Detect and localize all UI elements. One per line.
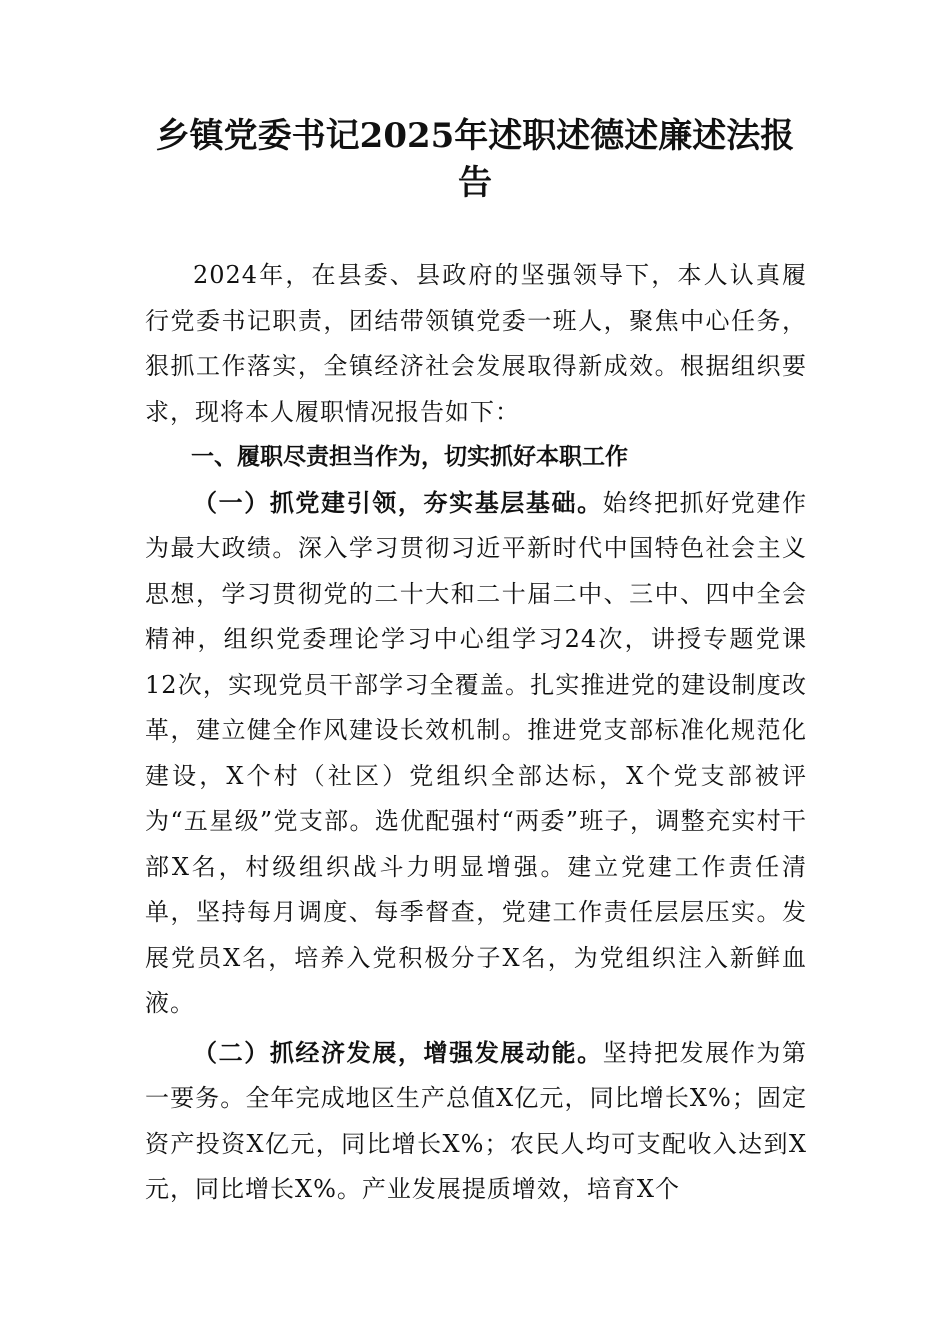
document-body	[145, 253, 807, 1213]
subsection-1-body: 始终把抓好党建作为最大政绩。深入学习贯彻习近平新时代中国特色社会主义思想，学习贯彻党的二十大和二十届二中、三中、四中全会精神，组织党委理论学习中心组学习24次，讲授专题党课12次，实现党员干部学习全覆盖。扎实推进党的建设制度改革，建立健全作风建设长效机制。推进党支部标准化规范化建设，X个村（社区）党组织全部达标，X个党支部被评为“五星级”党支部。选优配强村“两委”班子，调整充实村干部X名，村级组织战斗力明显增强。建立党建工作责任清单，坚持每月调度、每季督查，党建工作责任层层压实。发展党员X名，培养入党积极分子X名，为党组织注入新鲜血液。	[145, 488, 808, 1017]
intro-paragraph: 2024年，在县委、县政府的坚强领导下，本人认真履行党委书记职责，团结带领镇党委一班人，聚焦中心任务，狠抓工作落实，全镇经济社会发展取得新成效。根据组织要求，现将本人履职情况报告如下：	[145, 261, 807, 426]
subsection-2-body: 坚持把发展作为第一要务。全年完成地区生产总值X亿元，同比增长X%；固定资产投资X亿元，同比增长X%；农民人均可支配收入达到X元，同比增长X%。产业发展提质增效，培育X个	[145, 1038, 808, 1203]
document-title: 乡镇党委书记2025年述职述德述廉述法报告	[155, 116, 795, 203]
subsection-2-lead: （二）抓经济发展，增强发展动能。	[193, 1038, 603, 1067]
subsection-2-paragraph	[145, 1031, 807, 1213]
subsection-1-lead: （一）抓党建引领，夯实基层基础。	[193, 488, 603, 517]
subsection-1-paragraph	[145, 481, 807, 1027]
section-1-heading: 一、履职尽责担当作为，切实抓好本职工作	[191, 444, 628, 470]
